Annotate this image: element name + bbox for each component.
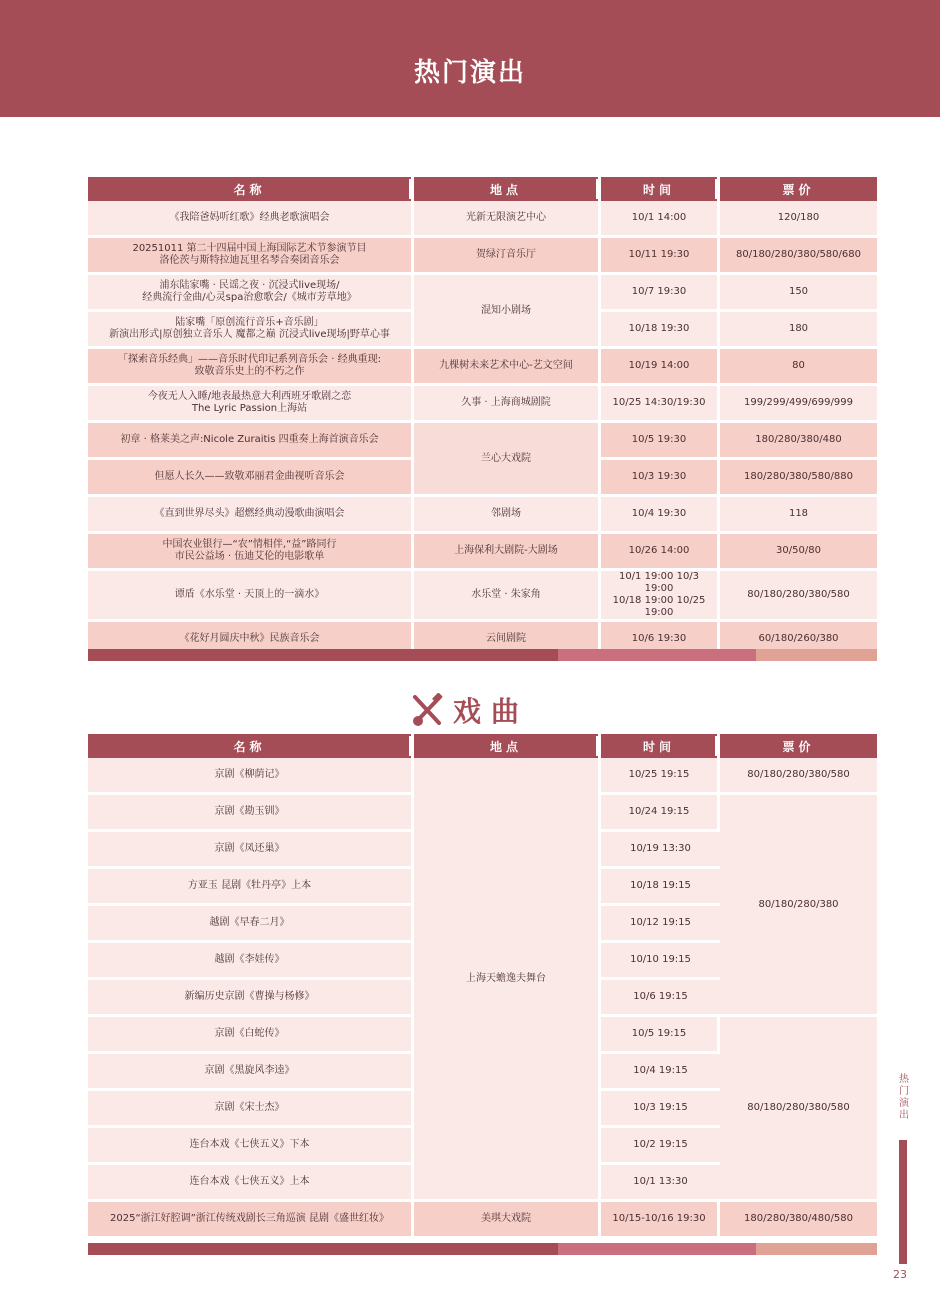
column-header-time: 时间 — [601, 177, 720, 201]
event-venue: 贺绿汀音乐厅 — [414, 238, 601, 275]
column-header-venue: 地点 — [414, 177, 601, 201]
event-time: 10/1 19:00 10/3 19:00 10/18 19:00 10/25 19:00 — [601, 571, 720, 622]
event-name: 浦东陆家嘴 · 民谣之夜 · 沉浸式live现场/ 经典流行金曲/心灵spa治愈歌会/《城市芳草地》 — [88, 275, 414, 312]
event-name: 越剧《李娃传》 — [88, 943, 414, 980]
table-row — [88, 758, 877, 795]
event-venue: 久事 · 上海商城剧院 — [414, 386, 601, 423]
column-header-time: 时间 — [601, 734, 720, 758]
table-row — [88, 201, 877, 238]
table-row — [88, 571, 877, 622]
event-name: 初章 · 格莱美之声:Nicole Zuraitis 四重奏上海首演音乐会 — [88, 423, 414, 460]
event-price: 180/280/380/480/580 — [720, 1202, 877, 1239]
page-title: 热门演出 — [413, 58, 526, 88]
event-name: 京剧《白蛇传》 — [88, 1017, 414, 1054]
event-time: 10/19 14:00 — [601, 349, 720, 386]
event-name: 《花好月圆庆中秋》民族音乐会 — [88, 622, 414, 659]
event-time: 10/3 19:30 — [601, 460, 720, 497]
column-header-name: 名称 — [88, 177, 414, 201]
event-price: 80 — [720, 349, 877, 386]
event-name: 《直到世界尽头》超燃经典动漫歌曲演唱会 — [88, 497, 414, 534]
event-name: 京剧《勘玉钏》 — [88, 795, 414, 832]
side-accent-bar — [899, 1140, 907, 1264]
event-name: 方亚玉 昆剧《牡丹亭》上本 — [88, 869, 414, 906]
footer-color-bar — [88, 1243, 877, 1255]
event-name: 新编历史京剧《曹操与杨修》 — [88, 980, 414, 1017]
table-row — [88, 423, 877, 460]
event-name: 中国农业银行—“农”情相伴,“益”路同行 市民公益场 · 伍迪艾伦的电影歌单 — [88, 534, 414, 571]
table-row — [88, 497, 877, 534]
table-row — [88, 1202, 877, 1239]
event-time: 10/6 19:15 — [601, 980, 720, 1017]
event-price: 180/280/380/580/880 — [720, 460, 877, 497]
column-header-price: 票价 — [720, 734, 877, 758]
event-time: 10/12 19:15 — [601, 906, 720, 943]
event-price: 118 — [720, 497, 877, 534]
event-time: 10/25 19:15 — [601, 758, 720, 795]
event-name: 今夜无人入睡/地表最热意大利西班牙歌剧之恋 The Lyric Passion上海站 — [88, 386, 414, 423]
table-row — [88, 534, 877, 571]
event-name: 京剧《黑旋风李逵》 — [88, 1054, 414, 1091]
event-name: 京剧《宋士杰》 — [88, 1091, 414, 1128]
event-venue: 上海天蟾逸夫舞台 — [414, 758, 601, 1202]
column-header-price: 票价 — [720, 177, 877, 201]
table-row — [88, 349, 877, 386]
event-price: 180 — [720, 312, 877, 349]
column-header-venue: 地点 — [414, 734, 601, 758]
event-price: 180/280/380/480 — [720, 423, 877, 460]
event-time: 10/18 19:30 — [601, 312, 720, 349]
event-name: 20251011 第二十四届中国上海国际艺术节参演节目 洛伦茨与斯特拉迪瓦里名琴合奏团音乐会 — [88, 238, 414, 275]
footer-color-bar — [88, 649, 877, 661]
event-price: 199/299/499/699/999 — [720, 386, 877, 423]
event-name: 越剧《早春二月》 — [88, 906, 414, 943]
event-price: 120/180 — [720, 201, 877, 238]
event-price: 150 — [720, 275, 877, 312]
event-venue: 光新无限演艺中心 — [414, 201, 601, 238]
event-name: 「探索音乐经典」——音乐时代印记系列音乐会 · 经典重现: 致敬音乐史上的不朽之作 — [88, 349, 414, 386]
event-time: 10/5 19:30 — [601, 423, 720, 460]
event-name: 《我陪爸妈听红歌》经典老歌演唱会 — [88, 201, 414, 238]
event-time: 10/10 19:15 — [601, 943, 720, 980]
event-time: 10/24 19:15 — [601, 795, 720, 832]
side-tab-line: 演出 — [899, 1098, 909, 1121]
section-title-opera — [0, 690, 940, 730]
side-section-tab — [897, 1074, 911, 1122]
event-name: 2025“浙江好腔调”浙江传统戏剧长三角巡演 昆剧《盛世红妆》 — [88, 1202, 414, 1239]
event-time: 10/25 14:30/19:30 — [601, 386, 720, 423]
event-venue: 上海保利大剧院-大剧场 — [414, 534, 601, 571]
side-tab-line: 热门 — [899, 1074, 909, 1097]
event-price: 80/180/280/380/580 — [720, 571, 877, 622]
event-time: 10/7 19:30 — [601, 275, 720, 312]
event-time: 10/5 19:15 — [601, 1017, 720, 1054]
event-name: 但愿人长久——致敬邓丽君金曲视听音乐会 — [88, 460, 414, 497]
header-band — [0, 0, 940, 117]
event-time: 10/19 13:30 — [601, 832, 720, 869]
event-name: 谭盾《水乐堂 · 天顶上的一滴水》 — [88, 571, 414, 622]
event-name: 京剧《柳荫记》 — [88, 758, 414, 795]
event-time: 10/4 19:15 — [601, 1054, 720, 1091]
event-venue: 邻剧场 — [414, 497, 601, 534]
event-name: 连台本戏《七侠五义》上本 — [88, 1165, 414, 1202]
event-time: 10/2 19:15 — [601, 1128, 720, 1165]
event-name: 京剧《凤还巢》 — [88, 832, 414, 869]
event-time: 10/6 19:30 — [601, 622, 720, 659]
table-row — [88, 238, 877, 275]
event-venue: 兰心大戏院 — [414, 423, 601, 497]
event-time: 10/1 13:30 — [601, 1165, 720, 1202]
crossed-sword-and-brush-icon — [411, 693, 445, 727]
event-time: 10/18 19:15 — [601, 869, 720, 906]
event-time: 10/3 19:15 — [601, 1091, 720, 1128]
event-price: 60/180/260/380 — [720, 622, 877, 659]
concert-schedule-table — [88, 177, 877, 659]
column-header-name: 名称 — [88, 734, 414, 758]
event-name: 连台本戏《七侠五义》下本 — [88, 1128, 414, 1165]
event-time: 10/1 14:00 — [601, 201, 720, 238]
page-number: 23 — [893, 1268, 907, 1281]
event-price: 80/180/280/380/580 — [720, 1017, 877, 1202]
event-name: 陆家嘴「原创流行音乐+音乐剧」 新演出形式|原创独立音乐人 魔都之巅 沉浸式live现场|野草心事 — [88, 312, 414, 349]
event-venue: 九棵树未来艺术中心-艺文空间 — [414, 349, 601, 386]
table-row — [88, 275, 877, 312]
event-venue: 混知小剧场 — [414, 275, 601, 349]
event-time: 10/4 19:30 — [601, 497, 720, 534]
table-row — [88, 386, 877, 423]
event-price: 80/180/280/380/580 — [720, 758, 877, 795]
event-venue: 美琪大戏院 — [414, 1202, 601, 1239]
opera-schedule-table — [88, 734, 877, 1239]
event-price: 80/180/280/380/580/680 — [720, 238, 877, 275]
section-title-text: 戏曲 — [452, 695, 529, 728]
event-time: 10/26 14:00 — [601, 534, 720, 571]
event-price: 30/50/80 — [720, 534, 877, 571]
event-time: 10/11 19:30 — [601, 238, 720, 275]
event-time: 10/15-10/16 19:30 — [601, 1202, 720, 1239]
event-venue: 云间剧院 — [414, 622, 601, 659]
event-price: 80/180/280/380 — [720, 795, 877, 1017]
event-venue: 水乐堂 · 朱家角 — [414, 571, 601, 622]
